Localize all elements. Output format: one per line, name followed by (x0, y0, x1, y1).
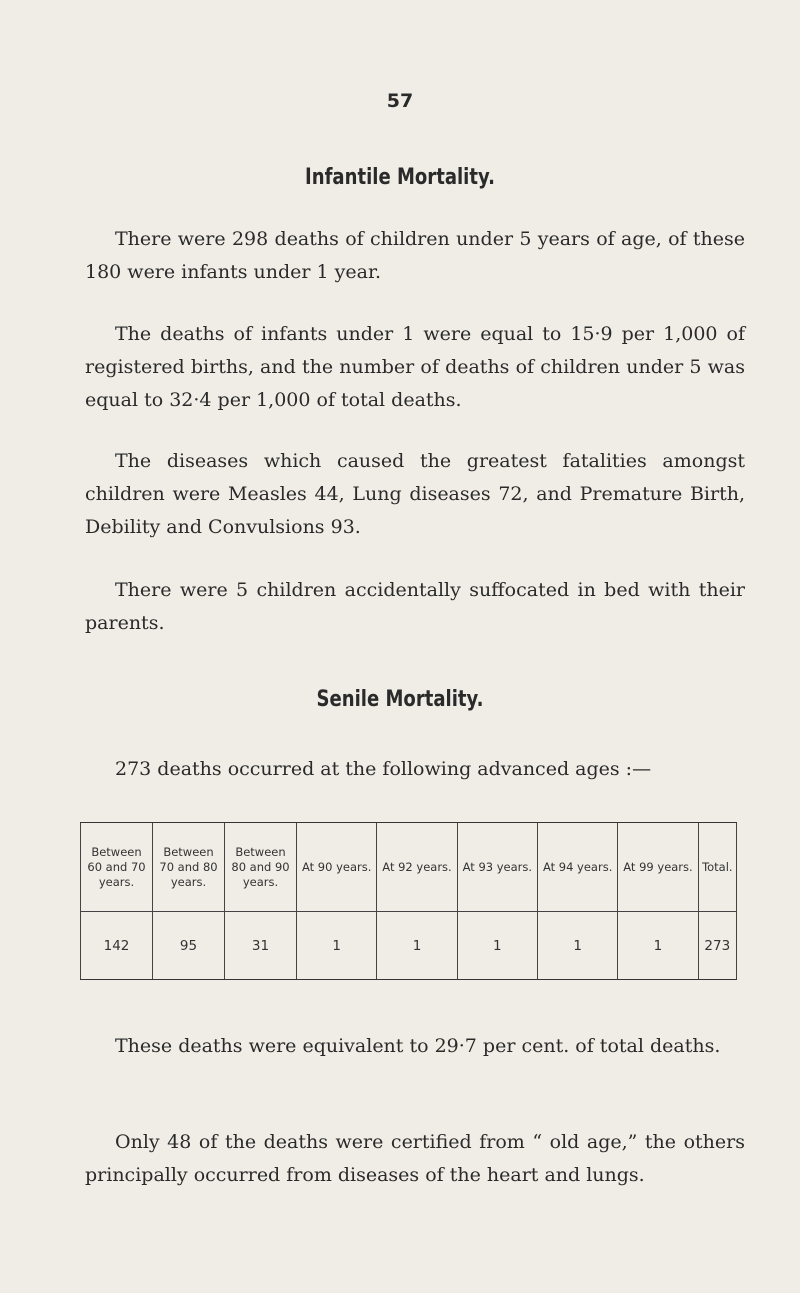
column-header: Between 80 and 90 years. (225, 823, 297, 912)
table-cell: 1 (377, 912, 457, 980)
ages-table (80, 822, 737, 980)
column-header: At 93 years. (457, 823, 537, 912)
table-cell: 31 (225, 912, 297, 980)
column-header: At 90 years. (297, 823, 377, 912)
infantile-paragraph-2: The deaths of infants under 1 were equal to 15·9 per 1,000 of registered births, and the number of deaths of children under 5 was equal to 32·4 per 1,000 of total deaths. (85, 323, 745, 411)
table-cell: 1 (618, 912, 698, 980)
infantile-paragraph-3: The diseases which caused the greatest fatalities amongst children were Measles 44, Lung diseases 72, and Premature Birth, Debility and Convulsions 93. (85, 450, 745, 538)
table-cell: 142 (81, 912, 153, 980)
column-header: Total. (698, 823, 736, 912)
table-cell: 1 (457, 912, 537, 980)
table-row (81, 912, 737, 980)
column-header: At 92 years. (377, 823, 457, 912)
senile-paragraph-1: These deaths were equivalent to 29·7 per cent. of total deaths. (115, 1035, 721, 1057)
table-cell: 1 (297, 912, 377, 980)
column-header: At 99 years. (618, 823, 698, 912)
senile-intro: 273 deaths occurred at the following advanced ages :— (115, 758, 652, 780)
column-header: Between 60 and 70 years. (81, 823, 153, 912)
table-header-row (81, 823, 737, 912)
table-cell: 1 (537, 912, 617, 980)
senile-paragraph-2: Only 48 of the deaths were certified from “ old age,” the others principally occurred from diseases of the heart and lungs. (85, 1131, 745, 1186)
column-header: Between 70 and 80 years. (153, 823, 225, 912)
infantile-mortality-heading: Infantile Mortality. (305, 165, 495, 190)
senile-mortality-heading: Senile Mortality. (316, 687, 484, 712)
column-header: At 94 years. (537, 823, 617, 912)
infantile-paragraph-1: There were 298 deaths of children under 5 years of age, of these 180 were infants under 1 year. (85, 228, 745, 283)
table-cell: 273 (698, 912, 736, 980)
page-number: 57 (386, 90, 414, 112)
infantile-paragraph-4: There were 5 children accidentally suffocated in bed with their parents. (85, 579, 745, 634)
table-cell: 95 (153, 912, 225, 980)
